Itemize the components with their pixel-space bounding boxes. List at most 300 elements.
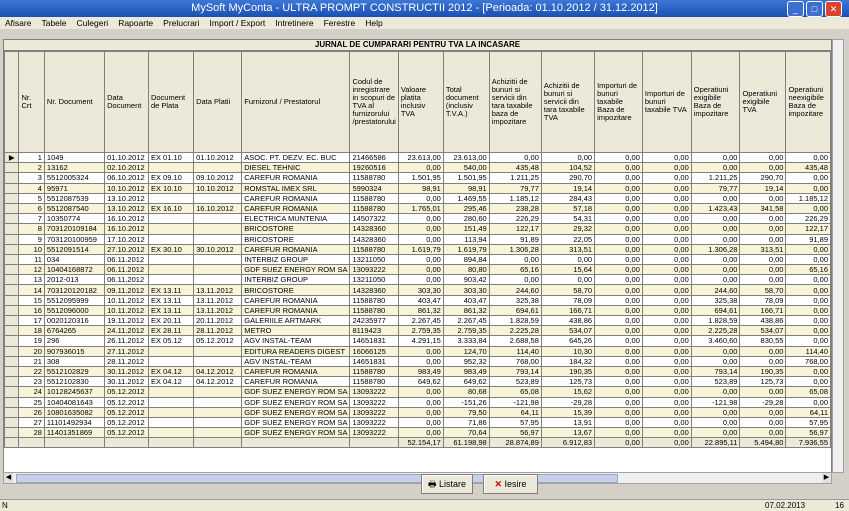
- row-indicator[interactable]: [5, 163, 19, 173]
- table-cell[interactable]: 10.10.2012: [105, 183, 149, 193]
- table-cell[interactable]: 296: [44, 336, 104, 346]
- menu-ferestre[interactable]: Ferestre: [323, 18, 356, 28]
- table-cell[interactable]: 438,86: [740, 316, 786, 326]
- table-row[interactable]: [5, 244, 831, 254]
- table-cell[interactable]: 30.10.2012: [194, 244, 242, 254]
- list-button[interactable]: 🖶 Listare: [421, 474, 473, 494]
- row-indicator[interactable]: [5, 234, 19, 244]
- table-cell[interactable]: METRO: [242, 326, 350, 336]
- table-cell[interactable]: 0,00: [489, 275, 541, 285]
- table-cell[interactable]: 14328360: [350, 285, 398, 295]
- table-cell[interactable]: 14651831: [350, 336, 398, 346]
- table-cell[interactable]: 14507322: [350, 214, 398, 224]
- table-cell[interactable]: 903,42: [443, 275, 489, 285]
- table-cell[interactable]: 0,00: [398, 163, 443, 173]
- table-row[interactable]: [5, 417, 831, 427]
- column-header[interactable]: Nr. Document: [44, 52, 104, 153]
- table-cell[interactable]: 71,86: [443, 417, 489, 427]
- table-cell[interactable]: 0,00: [595, 417, 643, 427]
- table-cell[interactable]: 0,00: [595, 387, 643, 397]
- table-cell[interactable]: INTERBIZ GROUP: [242, 275, 350, 285]
- table-cell[interactable]: [194, 397, 242, 407]
- row-indicator[interactable]: ▶: [5, 153, 19, 163]
- table-cell[interactable]: EX 01.10: [148, 153, 193, 163]
- table-cell[interactable]: 10404168872: [44, 265, 104, 275]
- table-cell[interactable]: 14651831: [350, 356, 398, 366]
- column-header[interactable]: Achizitii de bunuri si servicii din tara taxabile baza de impozitare: [489, 52, 541, 153]
- table-cell[interactable]: EX 30.10: [148, 244, 193, 254]
- table-cell[interactable]: 0,00: [642, 336, 691, 346]
- table-cell[interactable]: 11588780: [350, 305, 398, 315]
- table-cell[interactable]: 122,17: [489, 224, 541, 234]
- table-cell[interactable]: 0,00: [691, 193, 740, 203]
- table-cell[interactable]: 0,00: [398, 387, 443, 397]
- table-cell[interactable]: 0,00: [691, 254, 740, 264]
- table-cell[interactable]: 06.11.2012: [105, 265, 149, 275]
- table-cell[interactable]: 244,60: [489, 285, 541, 295]
- table-cell[interactable]: 0,00: [642, 366, 691, 376]
- table-cell[interactable]: 0,00: [691, 224, 740, 234]
- table-cell[interactable]: [194, 417, 242, 427]
- table-cell[interactable]: 7: [19, 214, 44, 224]
- table-cell[interactable]: 0,00: [691, 214, 740, 224]
- table-cell[interactable]: 05.12.2012: [105, 397, 149, 407]
- table-cell[interactable]: 10350774: [44, 214, 104, 224]
- column-header[interactable]: Importuri de bunuri taxabile TVA: [642, 52, 691, 153]
- table-cell[interactable]: 0,00: [740, 275, 786, 285]
- table-cell[interactable]: 341,58: [740, 203, 786, 213]
- close-button[interactable]: ✕: [825, 1, 842, 17]
- table-cell[interactable]: 79,77: [489, 183, 541, 193]
- table-cell[interactable]: 0,00: [595, 214, 643, 224]
- table-cell[interactable]: 0,00: [691, 234, 740, 244]
- row-indicator[interactable]: [5, 417, 19, 427]
- table-cell[interactable]: 5512095999: [44, 295, 104, 305]
- table-cell[interactable]: 8119423: [350, 326, 398, 336]
- table-row[interactable]: [5, 295, 831, 305]
- table-cell[interactable]: 0020120316: [44, 316, 104, 326]
- column-header[interactable]: Achizitii de bunuri si servicii din tara taxabile TVA: [541, 52, 594, 153]
- table-cell[interactable]: 0,00: [786, 254, 831, 264]
- row-indicator[interactable]: [5, 316, 19, 326]
- table-cell[interactable]: GDF SUEZ ENERGY ROM SA: [242, 417, 350, 427]
- table-cell[interactable]: 438,86: [541, 316, 594, 326]
- table-cell[interactable]: 2.267,45: [443, 316, 489, 326]
- table-cell[interactable]: 1.619,79: [443, 244, 489, 254]
- table-cell[interactable]: 952,32: [443, 356, 489, 366]
- table-cell[interactable]: GALERIILE ARTMARK: [242, 316, 350, 326]
- table-cell[interactable]: EX 20.11: [148, 316, 193, 326]
- row-indicator[interactable]: [5, 285, 19, 295]
- table-cell[interactable]: 05.12.2012: [194, 336, 242, 346]
- table-cell[interactable]: 15,39: [541, 407, 594, 417]
- table-cell[interactable]: 0,00: [398, 234, 443, 244]
- table-cell[interactable]: 21: [19, 356, 44, 366]
- table-cell[interactable]: 284,43: [541, 193, 594, 203]
- table-cell[interactable]: 0,00: [740, 153, 786, 163]
- table-cell[interactable]: 190,35: [740, 366, 786, 376]
- table-cell[interactable]: 114,40: [489, 346, 541, 356]
- table-cell[interactable]: 0,00: [595, 275, 643, 285]
- table-cell[interactable]: 0,00: [595, 305, 643, 315]
- table-cell[interactable]: 57,18: [541, 203, 594, 213]
- table-cell[interactable]: 313,51: [740, 244, 786, 254]
- table-cell[interactable]: [194, 428, 242, 438]
- table-cell[interactable]: 05.12.2012: [105, 387, 149, 397]
- table-cell[interactable]: 20: [19, 346, 44, 356]
- table-cell[interactable]: 703120120182: [44, 285, 104, 295]
- table-cell[interactable]: [194, 224, 242, 234]
- table-cell[interactable]: 0,00: [541, 153, 594, 163]
- table-cell[interactable]: 26.11.2012: [105, 336, 149, 346]
- table-cell[interactable]: 0,00: [398, 254, 443, 264]
- table-cell[interactable]: [194, 234, 242, 244]
- table-cell[interactable]: 19,14: [740, 183, 786, 193]
- table-cell[interactable]: 11588780: [350, 203, 398, 213]
- table-cell[interactable]: 95971: [44, 183, 104, 193]
- table-cell[interactable]: 54,31: [541, 214, 594, 224]
- table-cell[interactable]: 65,08: [786, 387, 831, 397]
- table-cell[interactable]: GDF SUEZ ENERGY ROM SA: [242, 407, 350, 417]
- table-cell[interactable]: 27: [19, 417, 44, 427]
- table-cell[interactable]: 19,14: [541, 183, 594, 193]
- horizontal-scrollbar[interactable]: [3, 472, 832, 484]
- table-cell[interactable]: 0,00: [642, 203, 691, 213]
- table-cell[interactable]: 0,00: [642, 275, 691, 285]
- table-cell[interactable]: 0,00: [595, 265, 643, 275]
- table-cell[interactable]: 0,00: [642, 397, 691, 407]
- table-cell[interactable]: 14328360: [350, 234, 398, 244]
- table-cell[interactable]: 0,00: [595, 234, 643, 244]
- table-cell[interactable]: 8: [19, 224, 44, 234]
- menu-prelucrari[interactable]: Prelucrari: [163, 18, 200, 28]
- table-cell[interactable]: 1.306,28: [489, 244, 541, 254]
- table-cell[interactable]: 325,38: [489, 295, 541, 305]
- menu-intretinere[interactable]: Intretinere: [275, 18, 314, 28]
- table-cell[interactable]: [148, 346, 193, 356]
- table-cell[interactable]: 19.11.2012: [105, 316, 149, 326]
- table-cell[interactable]: 0,00: [642, 244, 691, 254]
- table-cell[interactable]: 78,09: [541, 295, 594, 305]
- table-cell[interactable]: 57,95: [489, 417, 541, 427]
- row-indicator[interactable]: [5, 275, 19, 285]
- table-cell[interactable]: 303,30: [443, 285, 489, 295]
- table-cell[interactable]: 13.11.2012: [194, 295, 242, 305]
- table-row[interactable]: [5, 407, 831, 417]
- table-cell[interactable]: 10404081643: [44, 397, 104, 407]
- table-cell[interactable]: 30.11.2012: [105, 366, 149, 376]
- table-cell[interactable]: 0,00: [642, 356, 691, 366]
- table-cell[interactable]: 2.225,28: [489, 326, 541, 336]
- table-cell[interactable]: 65,16: [489, 265, 541, 275]
- table-row[interactable]: [5, 346, 831, 356]
- table-cell[interactable]: AGV INSTAL-TEAM: [242, 356, 350, 366]
- table-cell[interactable]: 0,00: [786, 377, 831, 387]
- table-cell[interactable]: 0,00: [642, 214, 691, 224]
- table-cell[interactable]: 125,73: [740, 377, 786, 387]
- table-cell[interactable]: 13093222: [350, 417, 398, 427]
- table-cell[interactable]: 22: [19, 366, 44, 376]
- table-cell[interactable]: 3: [19, 173, 44, 183]
- table-cell[interactable]: 2012-013: [44, 275, 104, 285]
- table-cell[interactable]: [194, 254, 242, 264]
- table-cell[interactable]: 166,71: [740, 305, 786, 315]
- table-cell[interactable]: 0,00: [642, 224, 691, 234]
- table-cell[interactable]: 0,00: [595, 377, 643, 387]
- table-cell[interactable]: 16.10.2012: [105, 214, 149, 224]
- table-row[interactable]: [5, 336, 831, 346]
- table-cell[interactable]: ELECTRICA MUNTENIA: [242, 214, 350, 224]
- table-cell[interactable]: 0,00: [595, 316, 643, 326]
- table-cell[interactable]: 65,16: [786, 265, 831, 275]
- table-cell[interactable]: AGV INSTAL-TEAM: [242, 336, 350, 346]
- table-row[interactable]: [5, 366, 831, 376]
- table-cell[interactable]: 13093222: [350, 265, 398, 275]
- table-cell[interactable]: 78,09: [740, 295, 786, 305]
- table-cell[interactable]: 0,00: [740, 224, 786, 234]
- minimize-button[interactable]: _: [787, 1, 804, 17]
- table-cell[interactable]: 830,55: [740, 336, 786, 346]
- table-cell[interactable]: 10.11.2012: [105, 305, 149, 315]
- exit-button[interactable]: ✕ Iesire: [483, 474, 538, 494]
- table-cell[interactable]: GDF SUEZ ENERGY ROM SA: [242, 397, 350, 407]
- table-cell[interactable]: 0,00: [595, 428, 643, 438]
- table-cell[interactable]: 894,84: [443, 254, 489, 264]
- table-cell[interactable]: 694,61: [691, 305, 740, 315]
- maximize-button[interactable]: □: [806, 1, 823, 17]
- table-cell[interactable]: [194, 275, 242, 285]
- table-cell[interactable]: 1.423,43: [691, 203, 740, 213]
- table-cell[interactable]: 29,32: [541, 224, 594, 234]
- table-cell[interactable]: 11: [19, 254, 44, 264]
- table-cell[interactable]: 104,52: [541, 163, 594, 173]
- table-cell[interactable]: CAREFUR ROMANIA: [242, 193, 350, 203]
- table-cell[interactable]: 70,64: [443, 428, 489, 438]
- scroll-left-icon[interactable]: ◀: [5, 474, 12, 481]
- table-cell[interactable]: 0,00: [691, 417, 740, 427]
- table-cell[interactable]: 2.267,45: [398, 316, 443, 326]
- row-indicator[interactable]: [5, 193, 19, 203]
- table-cell[interactable]: 04.12.2012: [194, 377, 242, 387]
- table-cell[interactable]: [148, 265, 193, 275]
- table-cell[interactable]: 540,00: [443, 163, 489, 173]
- table-cell[interactable]: 534,07: [740, 326, 786, 336]
- table-cell[interactable]: 1.828,59: [489, 316, 541, 326]
- table-cell[interactable]: 3.333,84: [443, 336, 489, 346]
- table-cell[interactable]: 0,00: [786, 244, 831, 254]
- table-cell[interactable]: 0,00: [740, 346, 786, 356]
- table-cell[interactable]: 13,67: [541, 428, 594, 438]
- table-cell[interactable]: 983,49: [443, 366, 489, 376]
- table-cell[interactable]: 0,00: [786, 173, 831, 183]
- table-cell[interactable]: 0,00: [740, 214, 786, 224]
- menu-afisare[interactable]: Afisare: [5, 18, 32, 28]
- table-row[interactable]: [5, 377, 831, 387]
- table-cell[interactable]: CAREFUR ROMANIA: [242, 244, 350, 254]
- table-cell[interactable]: 9: [19, 234, 44, 244]
- table-cell[interactable]: 290,70: [740, 173, 786, 183]
- table-cell[interactable]: 0,00: [691, 387, 740, 397]
- table-cell[interactable]: 28: [19, 428, 44, 438]
- table-cell[interactable]: 0,00: [398, 397, 443, 407]
- row-indicator[interactable]: [5, 336, 19, 346]
- table-cell[interactable]: 11588780: [350, 377, 398, 387]
- row-indicator[interactable]: [5, 214, 19, 224]
- table-cell[interactable]: 1.185,12: [489, 193, 541, 203]
- table-cell[interactable]: 28.11.2012: [105, 356, 149, 366]
- table-cell[interactable]: 0,00: [595, 397, 643, 407]
- table-cell[interactable]: 0,00: [740, 407, 786, 417]
- table-cell[interactable]: 0,00: [642, 428, 691, 438]
- table-cell[interactable]: 313,51: [541, 244, 594, 254]
- table-cell[interactable]: 0,00: [595, 295, 643, 305]
- row-indicator[interactable]: [5, 183, 19, 193]
- table-cell[interactable]: EX 04.12: [148, 366, 193, 376]
- table-cell[interactable]: 768,00: [786, 356, 831, 366]
- table-cell[interactable]: 13211050: [350, 254, 398, 264]
- table-cell[interactable]: 0,00: [489, 153, 541, 163]
- table-row[interactable]: [5, 173, 831, 183]
- vertical-scrollbar[interactable]: [832, 39, 844, 473]
- table-cell[interactable]: 0,00: [642, 183, 691, 193]
- table-cell[interactable]: 80,80: [443, 265, 489, 275]
- table-cell[interactable]: 0,00: [786, 153, 831, 163]
- table-cell[interactable]: 0,00: [740, 387, 786, 397]
- table-cell[interactable]: 0,00: [595, 326, 643, 336]
- table-cell[interactable]: 325,38: [691, 295, 740, 305]
- column-header[interactable]: Operatiuni neexigibile Baza de impozitare: [786, 52, 831, 153]
- table-cell[interactable]: 11588780: [350, 244, 398, 254]
- table-cell[interactable]: 2.688,58: [489, 336, 541, 346]
- table-cell[interactable]: 649,62: [443, 377, 489, 387]
- table-cell[interactable]: 0,00: [398, 275, 443, 285]
- table-cell[interactable]: 190,35: [541, 366, 594, 376]
- column-header[interactable]: Nr. Crt: [19, 52, 44, 153]
- table-cell[interactable]: 1.469,55: [443, 193, 489, 203]
- row-indicator[interactable]: [5, 356, 19, 366]
- table-cell[interactable]: EX 13.11: [148, 285, 193, 295]
- table-cell[interactable]: 0,00: [691, 428, 740, 438]
- table-cell[interactable]: 57,95: [786, 417, 831, 427]
- table-cell[interactable]: 2.759,35: [398, 326, 443, 336]
- table-cell[interactable]: 09.11.2012: [105, 285, 149, 295]
- table-cell[interactable]: 0,00: [642, 234, 691, 244]
- table-row[interactable]: [5, 254, 831, 264]
- table-cell[interactable]: [148, 407, 193, 417]
- column-header[interactable]: Data Platii: [194, 52, 242, 153]
- table-cell[interactable]: 768,00: [489, 356, 541, 366]
- table-cell[interactable]: 17: [19, 316, 44, 326]
- row-indicator[interactable]: [5, 254, 19, 264]
- table-cell[interactable]: 5512005324: [44, 173, 104, 183]
- table-cell[interactable]: 1.765,01: [398, 203, 443, 213]
- table-cell[interactable]: EX 04.12: [148, 377, 193, 387]
- table-cell[interactable]: GDF SUEZ ENERGY ROM SA: [242, 428, 350, 438]
- table-row[interactable]: [5, 193, 831, 203]
- table-cell[interactable]: 0,00: [398, 214, 443, 224]
- column-header[interactable]: Operatiuni exigibile TVA: [740, 52, 786, 153]
- table-cell[interactable]: 0,00: [595, 254, 643, 264]
- table-cell[interactable]: 703120109184: [44, 224, 104, 234]
- table-cell[interactable]: 25: [19, 397, 44, 407]
- table-cell[interactable]: 58,70: [541, 285, 594, 295]
- table-cell[interactable]: 523,89: [691, 377, 740, 387]
- table-cell[interactable]: 0,00: [595, 285, 643, 295]
- column-header[interactable]: Furnizorul / Prestatorul: [242, 52, 350, 153]
- table-cell[interactable]: 0,00: [398, 224, 443, 234]
- table-cell[interactable]: 30.11.2012: [105, 377, 149, 387]
- table-cell[interactable]: 21466586: [350, 153, 398, 163]
- table-cell[interactable]: 0,00: [642, 193, 691, 203]
- table-cell[interactable]: CAREFUR ROMANIA: [242, 203, 350, 213]
- table-cell[interactable]: 13.11.2012: [194, 285, 242, 295]
- table-cell[interactable]: 793,14: [691, 366, 740, 376]
- row-indicator[interactable]: [5, 203, 19, 213]
- table-cell[interactable]: 13162: [44, 163, 104, 173]
- table-cell[interactable]: 114,40: [786, 346, 831, 356]
- menu-import-export[interactable]: Import / Export: [209, 18, 266, 28]
- table-cell[interactable]: 0,00: [642, 163, 691, 173]
- table-cell[interactable]: 0,00: [691, 265, 740, 275]
- column-header[interactable]: Data Document: [105, 52, 149, 153]
- table-row[interactable]: [5, 428, 831, 438]
- table-cell[interactable]: 0,00: [541, 254, 594, 264]
- table-cell[interactable]: 1.828,59: [691, 316, 740, 326]
- table-cell[interactable]: 2.759,35: [443, 326, 489, 336]
- table-cell[interactable]: [148, 387, 193, 397]
- table-cell[interactable]: 05.12.2012: [105, 428, 149, 438]
- table-cell[interactable]: EX 28.11: [148, 326, 193, 336]
- table-cell[interactable]: -121,98: [691, 397, 740, 407]
- table-cell[interactable]: [148, 214, 193, 224]
- table-row[interactable]: [5, 265, 831, 275]
- table-cell[interactable]: 166,71: [541, 305, 594, 315]
- table-cell[interactable]: 0,00: [786, 305, 831, 315]
- table-cell[interactable]: 13.10.2012: [105, 193, 149, 203]
- table-cell[interactable]: 308: [44, 356, 104, 366]
- table-cell[interactable]: 0,00: [642, 254, 691, 264]
- table-cell[interactable]: 09.10.2012: [194, 173, 242, 183]
- table-cell[interactable]: 98,91: [443, 183, 489, 193]
- table-cell[interactable]: 534,07: [541, 326, 594, 336]
- table-cell[interactable]: 0,00: [786, 275, 831, 285]
- table-cell[interactable]: 0,00: [786, 295, 831, 305]
- menu-help[interactable]: Help: [365, 18, 383, 28]
- table-cell[interactable]: 0,00: [786, 203, 831, 213]
- table-cell[interactable]: 13: [19, 275, 44, 285]
- table-cell[interactable]: 5990324: [350, 183, 398, 193]
- row-indicator[interactable]: [5, 407, 19, 417]
- table-cell[interactable]: 5512102830: [44, 377, 104, 387]
- table-cell[interactable]: 0,00: [740, 254, 786, 264]
- table-cell[interactable]: 0,00: [642, 173, 691, 183]
- table-cell[interactable]: 0,00: [642, 346, 691, 356]
- table-cell[interactable]: [148, 224, 193, 234]
- table-cell[interactable]: ROMSTAL IMEX SRL: [242, 183, 350, 193]
- table-cell[interactable]: 13093222: [350, 387, 398, 397]
- table-cell[interactable]: 0,00: [740, 234, 786, 244]
- table-cell[interactable]: 0,00: [398, 356, 443, 366]
- table-cell[interactable]: 91,89: [489, 234, 541, 244]
- table-cell[interactable]: 0,00: [786, 336, 831, 346]
- table-cell[interactable]: 0,00: [595, 193, 643, 203]
- table-cell[interactable]: 13.11.2012: [194, 305, 242, 315]
- table-cell[interactable]: 16066125: [350, 346, 398, 356]
- table-cell[interactable]: 05.12.2012: [105, 407, 149, 417]
- table-row[interactable]: [5, 224, 831, 234]
- table-cell[interactable]: 0,00: [691, 407, 740, 417]
- table-cell[interactable]: 0,00: [398, 417, 443, 427]
